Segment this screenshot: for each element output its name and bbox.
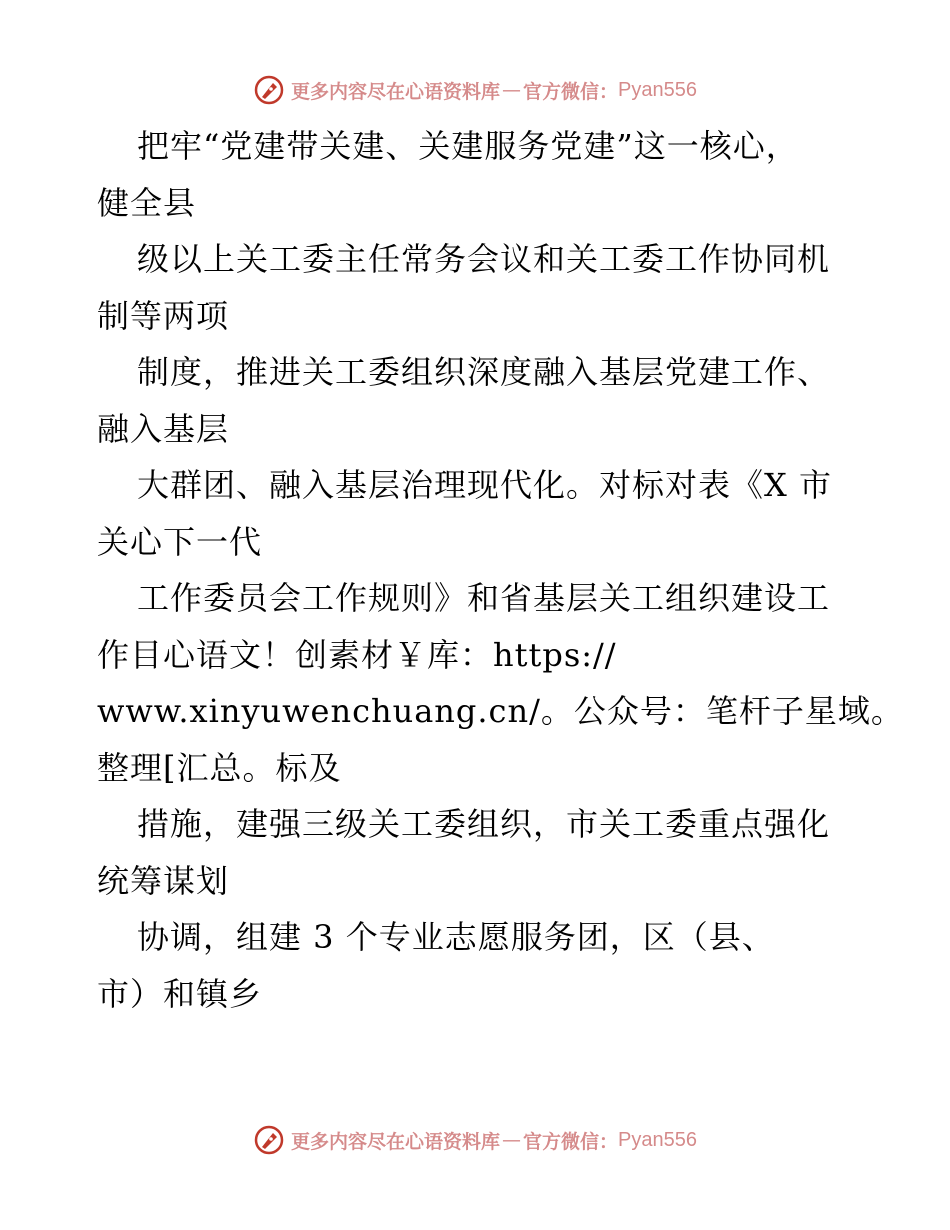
watermark-text: 更多内容尽在心语资料库 <box>291 80 501 103</box>
text-line: 级以上关工委主任常务会议和关工委工作协同机 <box>137 240 831 278</box>
text-line: 措施，建强三级关工委组织，市关工委重点强化 <box>137 805 831 843</box>
text-line: 整理[汇总。标及 <box>97 748 342 787</box>
text-line: 协调，组建 3 个专业志愿服务团，区（县、 <box>137 918 775 956</box>
wechat-id: Pyan556 <box>618 78 697 101</box>
wechat-id: Pyan556 <box>618 1128 697 1151</box>
text-line: 统筹谋划 <box>97 861 230 900</box>
text-line: 作目心语文！创素材￥库：https:// <box>97 635 617 674</box>
pen-nib-logo-icon <box>253 74 285 106</box>
text-line: 把牢“党建带关建、关建服务党建”这一核心， <box>137 127 799 165</box>
watermark-separator: — <box>502 79 522 101</box>
wechat-label: 官方微信： <box>523 1130 619 1153</box>
watermark-separator: — <box>502 1129 522 1151</box>
wechat-label: 官方微信： <box>523 80 619 103</box>
text-line: www.xinyuwenchuang.cn/。公众号：笔杆子星域。 <box>97 692 904 730</box>
text-line: 大群团、融入基层治理现代化。对标对表《X 市 <box>137 466 832 504</box>
text-line: 工作委员会工作规则》和省基层关工组织建设工 <box>137 579 831 617</box>
text-line: 关心下一代 <box>97 522 263 561</box>
watermark-text: 更多内容尽在心语资料库 <box>291 1130 501 1153</box>
text-line: 融入基层 <box>97 409 230 448</box>
watermark-header <box>0 70 950 110</box>
watermark-footer <box>0 1120 950 1160</box>
text-line: 制度，推进关工委组织深度融入基层党建工作、 <box>137 353 831 391</box>
pen-nib-logo-icon <box>253 1124 285 1156</box>
document-body <box>97 118 904 1022</box>
text-line: 制等两项 <box>97 296 230 335</box>
text-line: 健全县 <box>97 183 197 222</box>
text-line: 市）和镇乡 <box>97 974 263 1013</box>
